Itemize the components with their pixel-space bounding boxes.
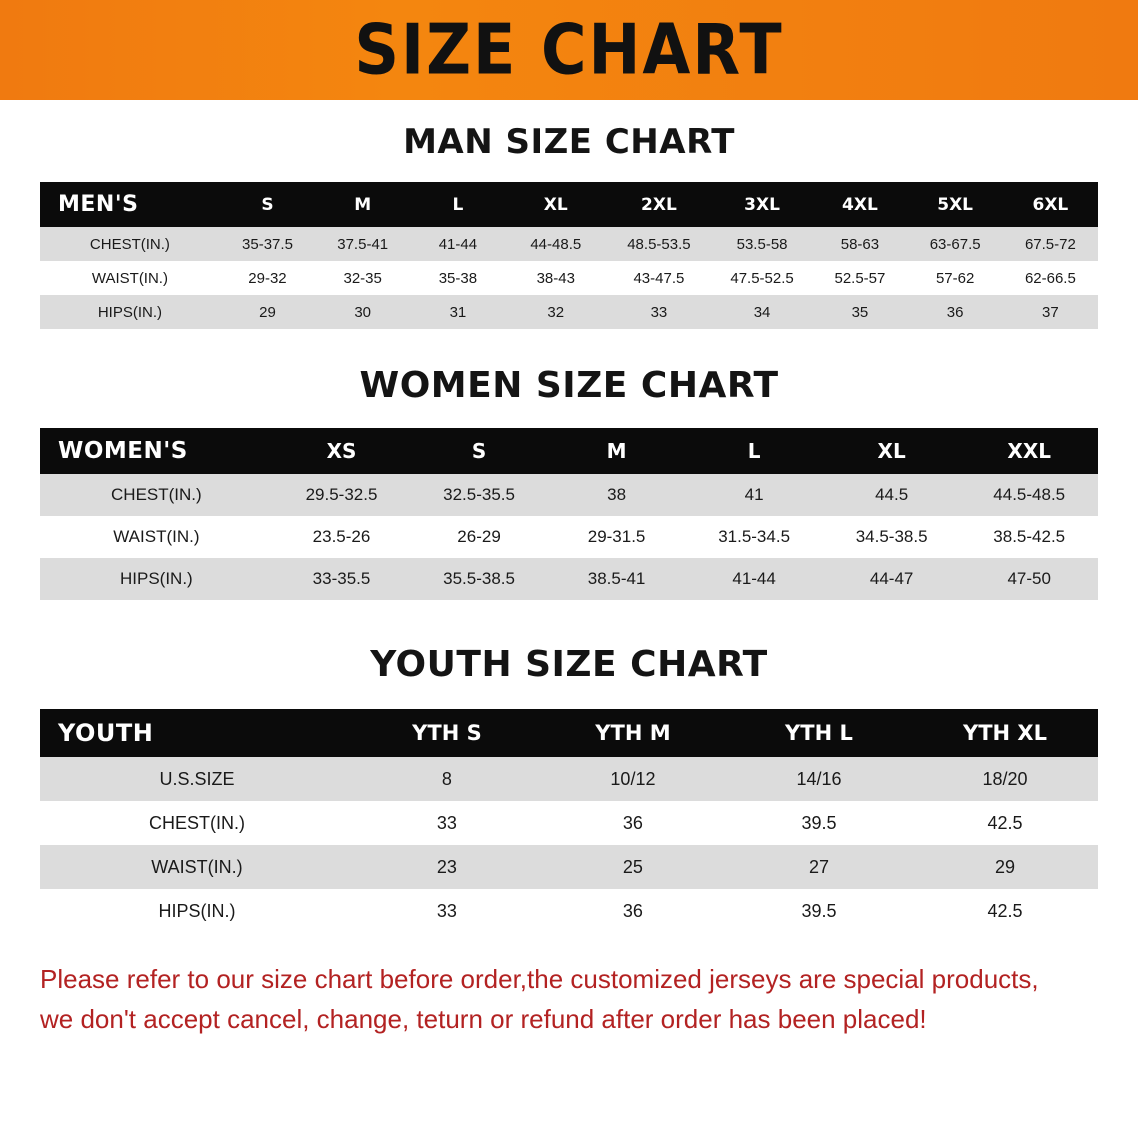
youth-header-cell-1: YTH S (354, 709, 540, 757)
table-row (40, 516, 1098, 558)
man-cell-2-7: 36 (908, 295, 1003, 329)
women-header-cell-2: S (410, 428, 548, 474)
man-cell-2-5: 34 (712, 295, 813, 329)
man-cell-0-7: 63-67.5 (908, 227, 1003, 261)
youth-cell-0-0: 8 (354, 757, 540, 801)
youth-cell-3-0: 33 (354, 889, 540, 933)
man-cell-0-1: 37.5-41 (315, 227, 410, 261)
women-cell-0-4: 44.5 (823, 474, 961, 516)
man-cell-2-0: 29 (220, 295, 315, 329)
man-cell-0-0: 35-37.5 (220, 227, 315, 261)
women-cell-2-2: 38.5-41 (548, 558, 686, 600)
youth-row-label-0: U.S.SIZE (40, 757, 354, 801)
table-header-row (40, 428, 1098, 474)
man-header-cell-4: XL (506, 182, 607, 227)
women-row-label-1: WAIST(IN.) (40, 516, 273, 558)
table-row (40, 558, 1098, 600)
man-size-table (40, 182, 1098, 329)
women-cell-2-0: 33-35.5 (273, 558, 411, 600)
youth-header-cell-3: YTH L (726, 709, 912, 757)
man-header-cell-1: S (220, 182, 315, 227)
man-cell-2-8: 37 (1003, 295, 1098, 329)
policy-note-line-1: Please refer to our size chart before order,the customized jerseys are special products, (40, 964, 1039, 994)
youth-cell-0-1: 10/12 (540, 757, 726, 801)
women-cell-1-2: 29-31.5 (548, 516, 686, 558)
policy-note-line-2: we don't accept cancel, change, teturn or refund after order has been placed! (40, 1004, 927, 1035)
man-cell-1-7: 57-62 (908, 261, 1003, 295)
man-cell-1-4: 43-47.5 (606, 261, 712, 295)
women-cell-0-2: 38 (548, 474, 686, 516)
youth-header-cell-4: YTH XL (912, 709, 1098, 757)
man-cell-0-2: 41-44 (410, 227, 505, 261)
man-header-cell-8: 5XL (908, 182, 1003, 227)
man-cell-2-2: 31 (410, 295, 505, 329)
women-cell-2-4: 44-47 (823, 558, 961, 600)
women-table-wrap (0, 428, 1138, 600)
youth-header-cell-2: YTH M (540, 709, 726, 757)
women-cell-0-0: 29.5-32.5 (273, 474, 411, 516)
youth-cell-1-0: 33 (354, 801, 540, 845)
man-cell-1-8: 62-66.5 (1003, 261, 1098, 295)
table-row (40, 227, 1098, 261)
youth-cell-3-1: 36 (540, 889, 726, 933)
table-row (40, 889, 1098, 933)
women-header-cell-5: XL (823, 428, 961, 474)
table-row (40, 845, 1098, 889)
man-cell-1-2: 35-38 (410, 261, 505, 295)
youth-size-table (40, 709, 1098, 933)
women-header-cell-4: L (685, 428, 823, 474)
youth-row-label-1: CHEST(IN.) (40, 801, 354, 845)
man-cell-0-3: 44-48.5 (506, 227, 607, 261)
youth-cell-1-2: 39.5 (726, 801, 912, 845)
man-row-label-1: WAIST(IN.) (40, 261, 220, 295)
page-title: SIZE CHART (354, 8, 784, 91)
man-row-label-0: CHEST(IN.) (40, 227, 220, 261)
youth-cell-2-0: 23 (354, 845, 540, 889)
man-table-wrap (0, 182, 1138, 329)
youth-cell-3-3: 42.5 (912, 889, 1098, 933)
youth-cell-2-1: 25 (540, 845, 726, 889)
women-header-cell-3: M (548, 428, 686, 474)
women-cell-0-3: 41 (685, 474, 823, 516)
women-cell-0-1: 32.5-35.5 (410, 474, 548, 516)
youth-table-header (40, 709, 1098, 757)
page-banner (0, 0, 1138, 100)
man-cell-0-8: 67.5-72 (1003, 227, 1098, 261)
youth-cell-2-2: 27 (726, 845, 912, 889)
women-header-cell-0: WOMEN'S (40, 428, 273, 474)
man-cell-1-3: 38-43 (506, 261, 607, 295)
man-header-cell-5: 2XL (606, 182, 712, 227)
table-row (40, 261, 1098, 295)
man-header-cell-0: MEN'S (40, 182, 220, 227)
women-row-label-2: HIPS(IN.) (40, 558, 273, 600)
youth-table-wrap (0, 709, 1138, 933)
women-cell-1-5: 38.5-42.5 (960, 516, 1098, 558)
youth-cell-1-3: 42.5 (912, 801, 1098, 845)
man-cell-2-4: 33 (606, 295, 712, 329)
man-cell-0-6: 58-63 (812, 227, 907, 261)
man-cell-0-4: 48.5-53.5 (606, 227, 712, 261)
women-cell-0-5: 44.5-48.5 (960, 474, 1098, 516)
man-cell-1-6: 52.5-57 (812, 261, 907, 295)
women-cell-2-5: 47-50 (960, 558, 1098, 600)
youth-cell-0-2: 14/16 (726, 757, 912, 801)
women-header-cell-1: XS (273, 428, 411, 474)
youth-cell-3-2: 39.5 (726, 889, 912, 933)
women-cell-1-1: 26-29 (410, 516, 548, 558)
women-table-body (40, 474, 1098, 600)
man-cell-1-5: 47.5-52.5 (712, 261, 813, 295)
man-cell-2-1: 30 (315, 295, 410, 329)
man-table-body (40, 227, 1098, 329)
man-cell-2-3: 32 (506, 295, 607, 329)
youth-cell-0-3: 18/20 (912, 757, 1098, 801)
man-header-cell-3: L (410, 182, 505, 227)
women-cell-2-3: 41-44 (685, 558, 823, 600)
table-header-row (40, 182, 1098, 227)
man-cell-1-1: 32-35 (315, 261, 410, 295)
youth-cell-1-1: 36 (540, 801, 726, 845)
man-cell-1-0: 29-32 (220, 261, 315, 295)
man-header-cell-9: 6XL (1003, 182, 1098, 227)
women-cell-1-3: 31.5-34.5 (685, 516, 823, 558)
youth-header-cell-0: YOUTH (40, 709, 354, 757)
women-table-header (40, 428, 1098, 474)
man-row-label-2: HIPS(IN.) (40, 295, 220, 329)
youth-row-label-2: WAIST(IN.) (40, 845, 354, 889)
women-section-title: WOMEN SIZE CHART (359, 365, 779, 406)
women-cell-1-4: 34.5-38.5 (823, 516, 961, 558)
man-cell-2-6: 35 (812, 295, 907, 329)
table-row (40, 801, 1098, 845)
man-section-title: MAN SIZE CHART (403, 122, 735, 162)
table-row (40, 474, 1098, 516)
man-header-cell-7: 4XL (812, 182, 907, 227)
women-row-label-0: CHEST(IN.) (40, 474, 273, 516)
table-header-row (40, 709, 1098, 757)
man-table-header (40, 182, 1098, 227)
youth-cell-2-3: 29 (912, 845, 1098, 889)
women-cell-2-1: 35.5-38.5 (410, 558, 548, 600)
man-cell-0-5: 53.5-58 (712, 227, 813, 261)
women-cell-1-0: 23.5-26 (273, 516, 411, 558)
youth-row-label-3: HIPS(IN.) (40, 889, 354, 933)
table-row (40, 295, 1098, 329)
man-header-cell-6: 3XL (712, 182, 813, 227)
women-header-cell-6: XXL (960, 428, 1098, 474)
youth-table-body (40, 757, 1098, 933)
women-size-table (40, 428, 1098, 600)
youth-section-title: YOUTH SIZE CHART (370, 644, 768, 685)
table-row (40, 757, 1098, 801)
man-header-cell-2: M (315, 182, 410, 227)
policy-note (40, 959, 1098, 1040)
